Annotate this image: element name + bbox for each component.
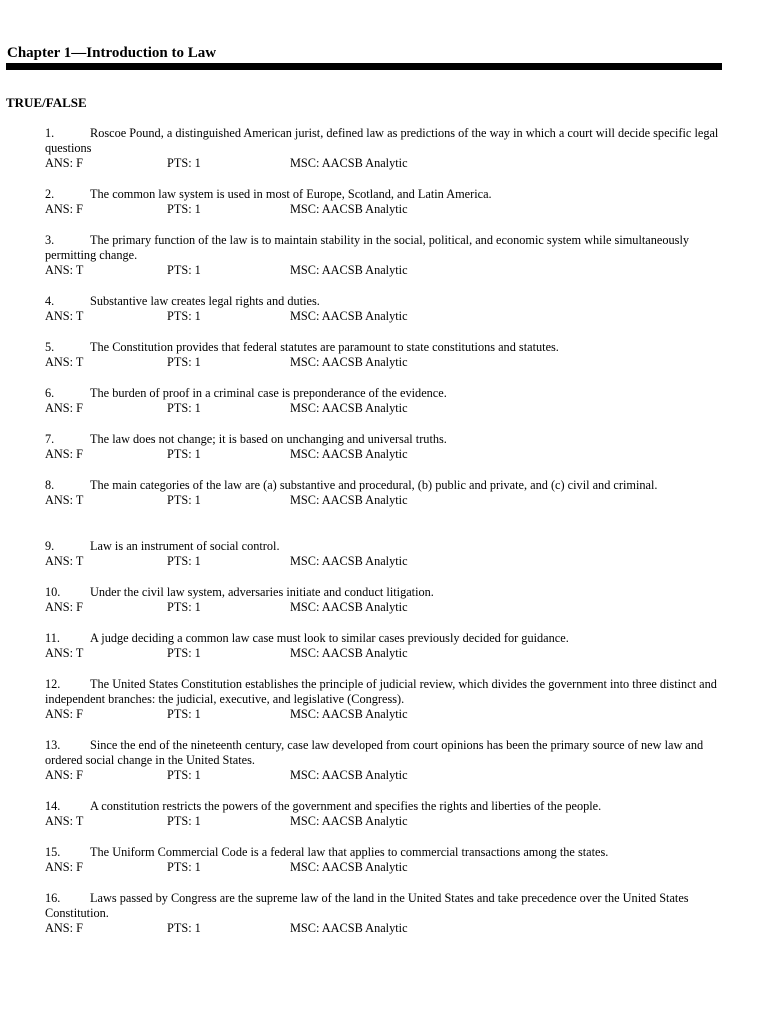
- points-value: PTS: 1: [167, 309, 201, 323]
- msc-value: MSC: AACSB Analytic: [290, 768, 408, 782]
- answer-line: [45, 493, 725, 508]
- question-item: [45, 677, 725, 722]
- answer-line: [45, 646, 725, 661]
- points-value: PTS: 1: [167, 646, 201, 660]
- answer-value: ANS: T: [45, 554, 84, 568]
- answer-line: [45, 554, 725, 569]
- points-value: PTS: 1: [167, 263, 201, 277]
- answer-line: [45, 401, 725, 416]
- question-text: Laws passed by Congress are the supreme law of the land in the United States and take precedence over the United States Constitution.: [45, 891, 689, 920]
- answer-line: [45, 600, 725, 615]
- question-statement: [45, 891, 725, 921]
- question-statement: [45, 340, 725, 355]
- answer-value: ANS: F: [45, 202, 83, 216]
- answer-line: [45, 860, 725, 875]
- answer-value: ANS: T: [45, 646, 84, 660]
- answer-value: ANS: F: [45, 600, 83, 614]
- question-statement: [45, 294, 725, 309]
- question-item: [45, 845, 725, 875]
- question-text: The common law system is used in most of Europe, Scotland, and Latin America.: [90, 187, 492, 201]
- question-number: 6.: [45, 386, 55, 400]
- question-text: The Uniform Commercial Code is a federal law that applies to commercial transactions among the states.: [90, 845, 609, 859]
- question-statement: [45, 126, 725, 156]
- points-value: PTS: 1: [167, 202, 201, 216]
- question-number: 7.: [45, 432, 55, 446]
- question-statement: [45, 478, 725, 493]
- question-number: 8.: [45, 478, 55, 492]
- answer-line: [45, 814, 725, 829]
- msc-value: MSC: AACSB Analytic: [290, 401, 408, 415]
- question-item: [45, 340, 725, 370]
- points-value: PTS: 1: [167, 707, 201, 721]
- question-number: 16.: [45, 891, 61, 905]
- points-value: PTS: 1: [167, 156, 201, 170]
- question-statement: [45, 233, 725, 263]
- question-item: [45, 891, 725, 936]
- question-statement: [45, 738, 725, 768]
- question-number: 3.: [45, 233, 55, 247]
- msc-value: MSC: AACSB Analytic: [290, 600, 408, 614]
- question-number: 1.: [45, 126, 55, 140]
- answer-line: [45, 263, 725, 278]
- question-text: The primary function of the law is to maintain stability in the social, political, and economic system while simultaneously permitting change.: [45, 233, 690, 262]
- answer-line: [45, 447, 725, 462]
- points-value: PTS: 1: [167, 768, 201, 782]
- question-statement: [45, 187, 725, 202]
- question-text: The law does not change; it is based on unchanging and universal truths.: [90, 432, 447, 446]
- points-value: PTS: 1: [167, 447, 201, 461]
- answer-value: ANS: F: [45, 156, 83, 170]
- question-text: The United States Constitution establishes the principle of judicial review, which divides the government into three distinct and independent branches: the judicial, executive, and legislative (Congress).: [45, 677, 717, 706]
- question-item: [45, 432, 725, 462]
- question-item: [45, 386, 725, 416]
- question-statement: [45, 631, 725, 646]
- msc-value: MSC: AACSB Analytic: [290, 646, 408, 660]
- answer-line: [45, 921, 725, 936]
- question-item: [45, 631, 725, 661]
- question-text: Substantive law creates legal rights and duties.: [90, 294, 320, 308]
- msc-value: MSC: AACSB Analytic: [290, 493, 408, 507]
- question-text: Roscoe Pound, a distinguished American jurist, defined law as predictions of the way in which a court will decide specific legal questions: [45, 126, 719, 155]
- question-statement: [45, 386, 725, 401]
- answer-value: ANS: T: [45, 355, 84, 369]
- points-value: PTS: 1: [167, 600, 201, 614]
- section-heading: TRUE/FALSE: [6, 95, 87, 110]
- answer-line: [45, 707, 725, 722]
- question-text: A constitution restricts the powers of the government and specifies the rights and liberties of the people.: [90, 799, 602, 813]
- question-item: [45, 126, 725, 171]
- answer-line: [45, 768, 725, 783]
- question-number: 14.: [45, 799, 61, 813]
- points-value: PTS: 1: [167, 921, 201, 935]
- question-item: [45, 187, 725, 217]
- msc-value: MSC: AACSB Analytic: [290, 554, 408, 568]
- msc-value: MSC: AACSB Analytic: [290, 921, 408, 935]
- question-item: [45, 585, 725, 615]
- answer-line: [45, 355, 725, 370]
- question-statement: [45, 432, 725, 447]
- answer-value: ANS: F: [45, 860, 83, 874]
- question-text: Since the end of the nineteenth century, case law developed from court opinions has been the primary source of new law and ordered social change in the United States.: [45, 738, 704, 767]
- question-statement: [45, 677, 725, 707]
- points-value: PTS: 1: [167, 355, 201, 369]
- question-number: 15.: [45, 845, 61, 859]
- points-value: PTS: 1: [167, 814, 201, 828]
- chapter-title: Chapter 1—Introduction to Law: [7, 45, 217, 61]
- question-text: The Constitution provides that federal statutes are paramount to state constitutions and statutes.: [90, 340, 559, 354]
- question-text: A judge deciding a common law case must look to similar cases previously decided for guidance.: [90, 631, 569, 645]
- answer-value: ANS: T: [45, 309, 84, 323]
- answer-line: [45, 202, 725, 217]
- question-statement: [45, 539, 725, 554]
- msc-value: MSC: AACSB Analytic: [290, 263, 408, 277]
- title-rule: [6, 63, 722, 70]
- msc-value: MSC: AACSB Analytic: [290, 860, 408, 874]
- question-text: The main categories of the law are (a) substantive and procedural, (b) public and private, and (c) civil and criminal.: [90, 478, 658, 492]
- question-item: [45, 539, 725, 569]
- question-statement: [45, 799, 725, 814]
- answer-value: ANS: F: [45, 707, 83, 721]
- answer-value: ANS: T: [45, 493, 84, 507]
- msc-value: MSC: AACSB Analytic: [290, 202, 408, 216]
- question-number: 12.: [45, 677, 61, 691]
- answer-line: [45, 156, 725, 171]
- question-number: 4.: [45, 294, 55, 308]
- msc-value: MSC: AACSB Analytic: [290, 156, 408, 170]
- question-text: Under the civil law system, adversaries initiate and conduct litigation.: [90, 585, 434, 599]
- msc-value: MSC: AACSB Analytic: [290, 814, 408, 828]
- points-value: PTS: 1: [167, 554, 201, 568]
- question-statement: [45, 585, 725, 600]
- question-item: [45, 294, 725, 324]
- answer-value: ANS: F: [45, 401, 83, 415]
- question-number: 2.: [45, 187, 55, 201]
- question-number: 10.: [45, 585, 61, 599]
- answer-value: ANS: T: [45, 263, 84, 277]
- answer-value: ANS: F: [45, 921, 83, 935]
- points-value: PTS: 1: [167, 493, 201, 507]
- points-value: PTS: 1: [167, 860, 201, 874]
- question-item: [45, 233, 725, 278]
- msc-value: MSC: AACSB Analytic: [290, 309, 408, 323]
- question-number: 5.: [45, 340, 55, 354]
- answer-value: ANS: F: [45, 768, 83, 782]
- question-text: The burden of proof in a criminal case is preponderance of the evidence.: [90, 386, 447, 400]
- answer-value: ANS: T: [45, 814, 84, 828]
- msc-value: MSC: AACSB Analytic: [290, 447, 408, 461]
- question-number: 11.: [45, 631, 60, 645]
- question-statement: [45, 845, 725, 860]
- question-text: Law is an instrument of social control.: [90, 539, 280, 553]
- question-item: [45, 799, 725, 829]
- msc-value: MSC: AACSB Analytic: [290, 707, 408, 721]
- msc-value: MSC: AACSB Analytic: [290, 355, 408, 369]
- question-number: 13.: [45, 738, 61, 752]
- question-number: 9.: [45, 539, 55, 553]
- points-value: PTS: 1: [167, 401, 201, 415]
- question-item: [45, 738, 725, 783]
- answer-line: [45, 309, 725, 324]
- answer-value: ANS: F: [45, 447, 83, 461]
- question-item: [45, 478, 725, 508]
